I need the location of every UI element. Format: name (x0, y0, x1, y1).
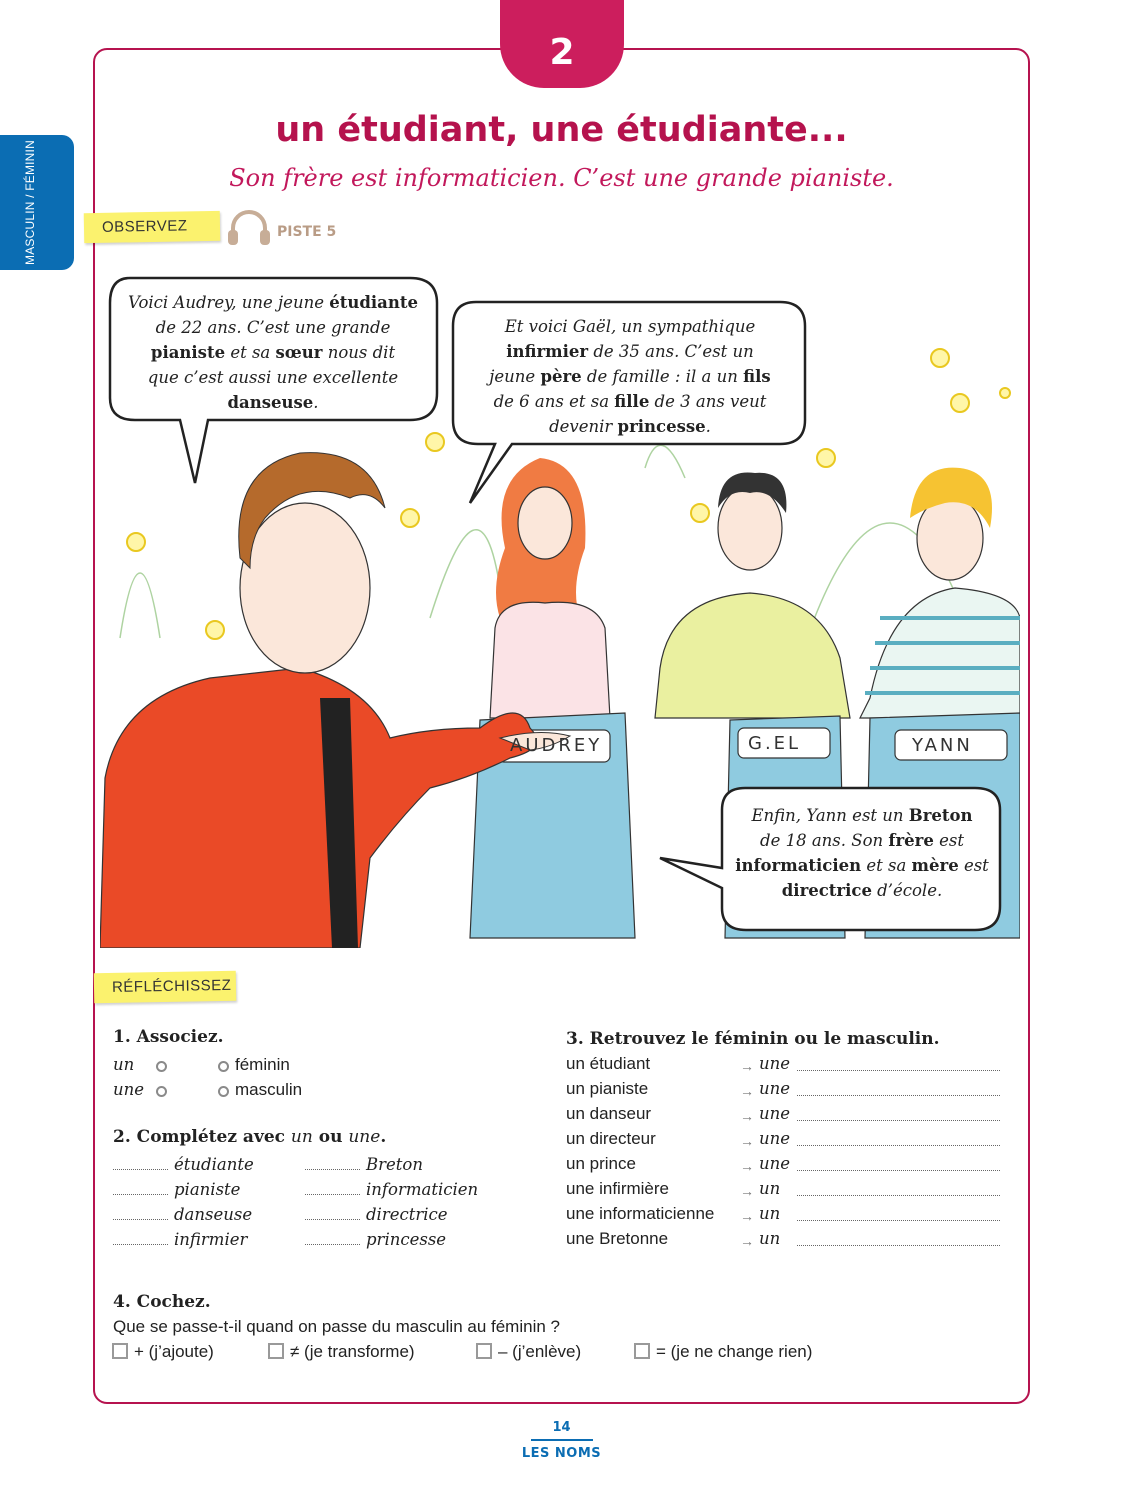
exercise-2-title: 2. Complétez avec un ou une. (113, 1127, 387, 1147)
observez-label: OBSERVEZ (84, 211, 221, 243)
ex1-right-feminin: féminin (235, 1055, 290, 1074)
bubble-line: jeune père de famille : il a un fils (489, 367, 771, 386)
bubble-line: pianiste et sa sœur nous dit (150, 343, 396, 362)
word: Breton (366, 1155, 423, 1174)
bubble-line: Enfin, Yann est un Breton (751, 806, 973, 825)
audio-track-label[interactable]: PISTE 5 (277, 224, 337, 240)
checkbox-label: – (j’enlève) (498, 1342, 582, 1361)
checkbox[interactable] (112, 1343, 128, 1359)
page-title: un étudiant, une étudiante... (275, 110, 848, 150)
ex3-article: une (759, 1129, 791, 1148)
ex3-article: une (759, 1104, 791, 1123)
answer-blank[interactable] (797, 1207, 1000, 1221)
checkbox[interactable] (268, 1343, 284, 1359)
ex3-word: une Bretonne (566, 1229, 669, 1248)
ex3-word: un prince (566, 1154, 636, 1173)
page-number: 14 (552, 1420, 571, 1435)
character-audrey (490, 458, 610, 718)
checkbox-option[interactable] (476, 1342, 581, 1362)
name-sign-audrey: AUDREY (510, 735, 603, 756)
ex3-word: une infirmière (566, 1179, 669, 1198)
page-subtitle: Son frère est informaticien. C’est une grande pianiste. (229, 164, 894, 192)
exercise-3-title: 3. Retrouvez le féminin ou le masculin. (566, 1029, 940, 1049)
bubble-line: de 6 ans et sa fille de 3 ans veut (493, 392, 767, 411)
answer-blank[interactable] (305, 1231, 360, 1245)
arrow-icon: → (740, 1158, 754, 1174)
checkbox-label: = (je ne change rien) (656, 1342, 813, 1361)
checkbox-option[interactable] (268, 1342, 415, 1362)
bubble-line: de 22 ans. C’est une grande (155, 318, 391, 337)
checkbox-label: ≠ (je transforme) (290, 1342, 415, 1361)
fill-blank-row (305, 1155, 423, 1175)
answer-blank[interactable] (113, 1156, 168, 1170)
word: danseuse (174, 1205, 253, 1224)
ex3-word: un pianiste (566, 1079, 649, 1098)
arrow-icon: → (740, 1133, 754, 1149)
answer-blank[interactable] (797, 1107, 1000, 1121)
answer-blank[interactable] (797, 1157, 1000, 1171)
word: pianiste (174, 1180, 241, 1199)
bubble-line: infirmier de 35 ans. C’est un (506, 342, 754, 361)
answer-blank[interactable] (797, 1182, 1000, 1196)
reflechissez-label: RÉFLÉCHISSEZ (94, 971, 237, 1003)
answer-blank[interactable] (305, 1156, 360, 1170)
arrow-icon: → (740, 1233, 754, 1249)
speech-bubble-gael (458, 314, 802, 439)
ex1-right-masculin: masculin (235, 1080, 303, 1099)
arrow-icon: → (740, 1108, 754, 1124)
name-sign-gael: G.EL (748, 733, 802, 754)
checkbox[interactable] (476, 1343, 492, 1359)
fill-blank-row (113, 1205, 252, 1225)
ex3-article: un (759, 1179, 781, 1198)
answer-blank[interactable] (797, 1057, 1000, 1071)
ex1-left-une: une (113, 1080, 145, 1099)
ex1-right-dot-masculin[interactable] (218, 1086, 229, 1097)
bubble-line: de 18 ans. Son frère est (760, 831, 964, 850)
word: informaticien (366, 1180, 479, 1199)
bubble-line: Et voici Gaël, un sympathique (504, 317, 756, 336)
word: étudiante (174, 1155, 254, 1174)
exercise-4-question: Que se passe-t-il quand on passe du masculin au féminin ? (113, 1317, 560, 1336)
bubble-line: danseuse. (227, 393, 319, 412)
checkbox[interactable] (634, 1343, 650, 1359)
checkbox-option[interactable] (634, 1342, 812, 1362)
name-sign-yann: YANN (912, 735, 973, 756)
ex3-article: un (759, 1229, 781, 1248)
footer-divider (531, 1439, 593, 1441)
answer-blank[interactable] (797, 1132, 1000, 1146)
fill-blank-row (113, 1180, 240, 1200)
speech-bubble-yann (726, 803, 998, 903)
ex1-left-dot-une[interactable] (156, 1086, 167, 1097)
ex3-article: une (759, 1054, 791, 1073)
speech-bubble-audrey (112, 290, 434, 415)
ex1-left-un: un (113, 1055, 135, 1074)
answer-blank[interactable] (113, 1181, 168, 1195)
character-gael (655, 472, 850, 718)
answer-blank[interactable] (305, 1206, 360, 1220)
arrow-icon: → (740, 1083, 754, 1099)
exercise-4-title: 4. Cochez. (113, 1292, 211, 1312)
fill-blank-row (305, 1180, 478, 1200)
side-tab[interactable] (0, 135, 74, 270)
bubble-line: informaticien et sa mère est (735, 856, 989, 875)
ex3-word: une informaticienne (566, 1204, 715, 1223)
ex3-article: une (759, 1079, 791, 1098)
arrow-icon: → (740, 1183, 754, 1199)
ex1-right-dot-feminin[interactable] (218, 1061, 229, 1072)
ex3-word: un étudiant (566, 1054, 651, 1073)
ex3-article: un (759, 1204, 781, 1223)
side-tab-label: MASCULIN / FÉMININ (23, 140, 37, 265)
lesson-number: 2 (500, 0, 624, 88)
arrow-icon: → (740, 1058, 754, 1074)
ex3-word: un directeur (566, 1129, 656, 1148)
answer-blank[interactable] (113, 1231, 168, 1245)
ex3-article: une (759, 1154, 791, 1173)
character-yann (860, 468, 1020, 718)
arrow-icon: → (740, 1208, 754, 1224)
bubble-line: Voici Audrey, une jeune étudiante (128, 293, 418, 312)
bubble-line: que c’est aussi une excellente (147, 368, 399, 387)
answer-blank[interactable] (797, 1232, 1000, 1246)
word: directrice (366, 1205, 448, 1224)
answer-blank[interactable] (113, 1206, 168, 1220)
word: infirmier (174, 1230, 248, 1249)
word: princesse (366, 1230, 447, 1249)
ex1-left-dot-un[interactable] (156, 1061, 167, 1072)
checkbox-label: + (j’ajoute) (134, 1342, 214, 1361)
headphones-icon[interactable] (226, 208, 272, 246)
bubble-line: directrice d’école. (781, 881, 943, 900)
ex3-word: un danseur (566, 1104, 652, 1123)
fill-blank-row (113, 1155, 254, 1175)
checkbox-option[interactable] (112, 1342, 214, 1362)
fill-blank-row (113, 1230, 247, 1250)
answer-blank[interactable] (797, 1082, 1000, 1096)
fill-blank-row (305, 1205, 448, 1225)
exercise-1-title: 1. Associez. (113, 1027, 224, 1047)
section-label: LES NOMS (521, 1446, 602, 1461)
answer-blank[interactable] (305, 1181, 360, 1195)
fill-blank-row (305, 1230, 446, 1250)
bubble-line: devenir princesse. (549, 417, 711, 436)
